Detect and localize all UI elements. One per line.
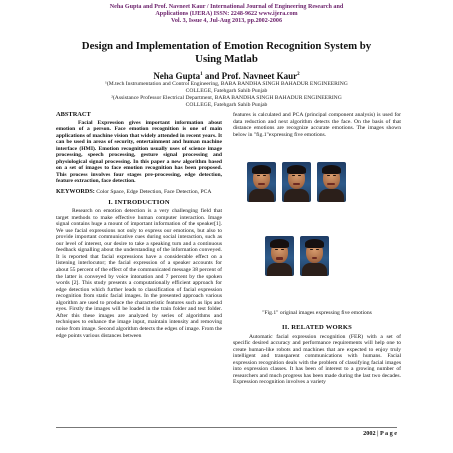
paper-title bbox=[50, 40, 403, 65]
journal-header-line2: Applications (IJERA) ISSN: 2248-9622 www.ijera.com bbox=[155, 11, 298, 18]
journal-header bbox=[0, 4, 453, 26]
right-column-related bbox=[233, 321, 401, 386]
intro-heading: I. INTRODUCTION bbox=[108, 198, 170, 206]
figure-row-2 bbox=[265, 236, 329, 276]
page-number: 2002 | P a g e bbox=[363, 430, 397, 437]
abstract-body: Facial Expression gives important information about emotion of a person. Face emotion recognition is one of main applications of machine vision that widely attended in recent years. It can be used in areas of security, entertainment and human machine interface (HMI). Emotion recognition usually uses of science image processing, speech processing, gesture signal processing and physiological signal processing. In this paper a new algorithm based on a set of images to face emotion recognition has been proposed. This process involves four stages pre-processing, edge detection, feature extraction, face detection. bbox=[56, 119, 222, 185]
abstract-heading: ABSTRACT bbox=[56, 111, 91, 118]
related-paragraph: Automatic facial expression recognition (FER) with a set of specific desired accuracy and performance requirements will help one to create human-like robots and machines that are expected to enjoy truly intelligent and transparent communications with humans. Facial expression recognition deals with the problem of classifying facial images into expression classes. It has been of interest to a growing number of researchers and much progress has been made during the last two decades. Expression recognition involves a variety bbox=[233, 333, 401, 386]
figure-row-1 bbox=[247, 162, 346, 202]
left-column bbox=[56, 112, 222, 339]
author-2-sup: 2 bbox=[297, 72, 300, 77]
figure-caption: "Fig.1" original images expressing five emotions bbox=[262, 310, 372, 316]
author-1-sup: 1 bbox=[200, 72, 203, 77]
affiliation-1-line1: ¹(M.tech Instrumentation and Control Engineering, BABA BANDHA SINGH BAHADUR ENGINEERING bbox=[105, 81, 348, 87]
face-4-icon bbox=[265, 236, 294, 276]
face-2-icon bbox=[282, 162, 311, 202]
related-heading: II. RELATED WORKS bbox=[281, 324, 353, 331]
footer-rule bbox=[56, 427, 397, 428]
keywords bbox=[56, 189, 222, 196]
keywords-text: Color Space, Edge Detection, Face Detection, PCA bbox=[94, 189, 212, 196]
author-1: Neha Gupta bbox=[153, 71, 201, 81]
affiliation-2 bbox=[40, 95, 413, 108]
intro-paragraph: Research on emotion detection is a very challenging field that target methods to make effective human computer interaction. Image signal contains huge a mount of important information of the speaker[1]. We use facial expressions not only to express our emotions, but also to provide important communicative cues during social interaction, such as our level of interest, our desire to take a speaking turn and a continuous feedback signalling about the understanding of the information conveyed. It is reported that facial expressions have a considerable effect on a listening interlocutor; the facial expression of a speaker accounts for about 55 percent of the effect of the communicated message 38 percent of the latter is conveyed by voice intonation and 7 percent by the spoken words [2]. This study presents a computationally efficient approach for edge detection which further leads to classification of facial expression recognition from static facial images. In the presented approach various algorithm are used to produce the characteristic features such as lips and eyes. Firstly the images will be loaded in the train folder and test folder. After this these images are analyzed by series of algorithms and techniques to enhance the image input, maintain intensity and removing noise from image. Second algorithm detects the edges of image. From the edge points various distances between bbox=[56, 208, 222, 339]
paper-title-line2: Using Matlab bbox=[195, 52, 258, 65]
journal-header-line3: Vol. 3, Issue 4, Jul-Aug 2013, pp.2002-2006 bbox=[170, 18, 282, 25]
author-and: and bbox=[202, 71, 222, 81]
paper-title-line1: Design and Implementation of Emotion Recognition System by bbox=[81, 40, 372, 52]
affiliation-1-line2: COLLEGE, Fatehgarh Sahib Punjab bbox=[185, 87, 268, 94]
affiliation-1 bbox=[40, 81, 413, 94]
face-3-icon bbox=[317, 162, 346, 202]
face-5-icon bbox=[300, 236, 329, 276]
face-1-icon bbox=[247, 162, 276, 202]
author-list bbox=[0, 70, 453, 81]
affiliation-2-line1: ²(Assistance Professor Electrical Department, BABA BANDHA SINGH BAHADUR ENGINEERING bbox=[111, 95, 342, 101]
journal-header-line1: Neha Gupta and Prof. Navneet Kaur / International Journal of Engineering Research and bbox=[109, 4, 344, 10]
keywords-label: KEYWORDS: bbox=[56, 188, 95, 196]
affiliation-2-line2: COLLEGE, Fatehgarh Sahib Punjab bbox=[185, 101, 268, 108]
right-intro-paragraph: features is calculated and PCA (principal component analysis) is used for data reduction and next algorithm detects the face. On the basis of that distance emotions are recognize accurate emotions. The images shown below in "fig.1"expressing five emotions. bbox=[233, 112, 401, 138]
right-column-intro bbox=[233, 112, 401, 138]
author-2: Prof. Navneet Kaur bbox=[221, 71, 298, 81]
